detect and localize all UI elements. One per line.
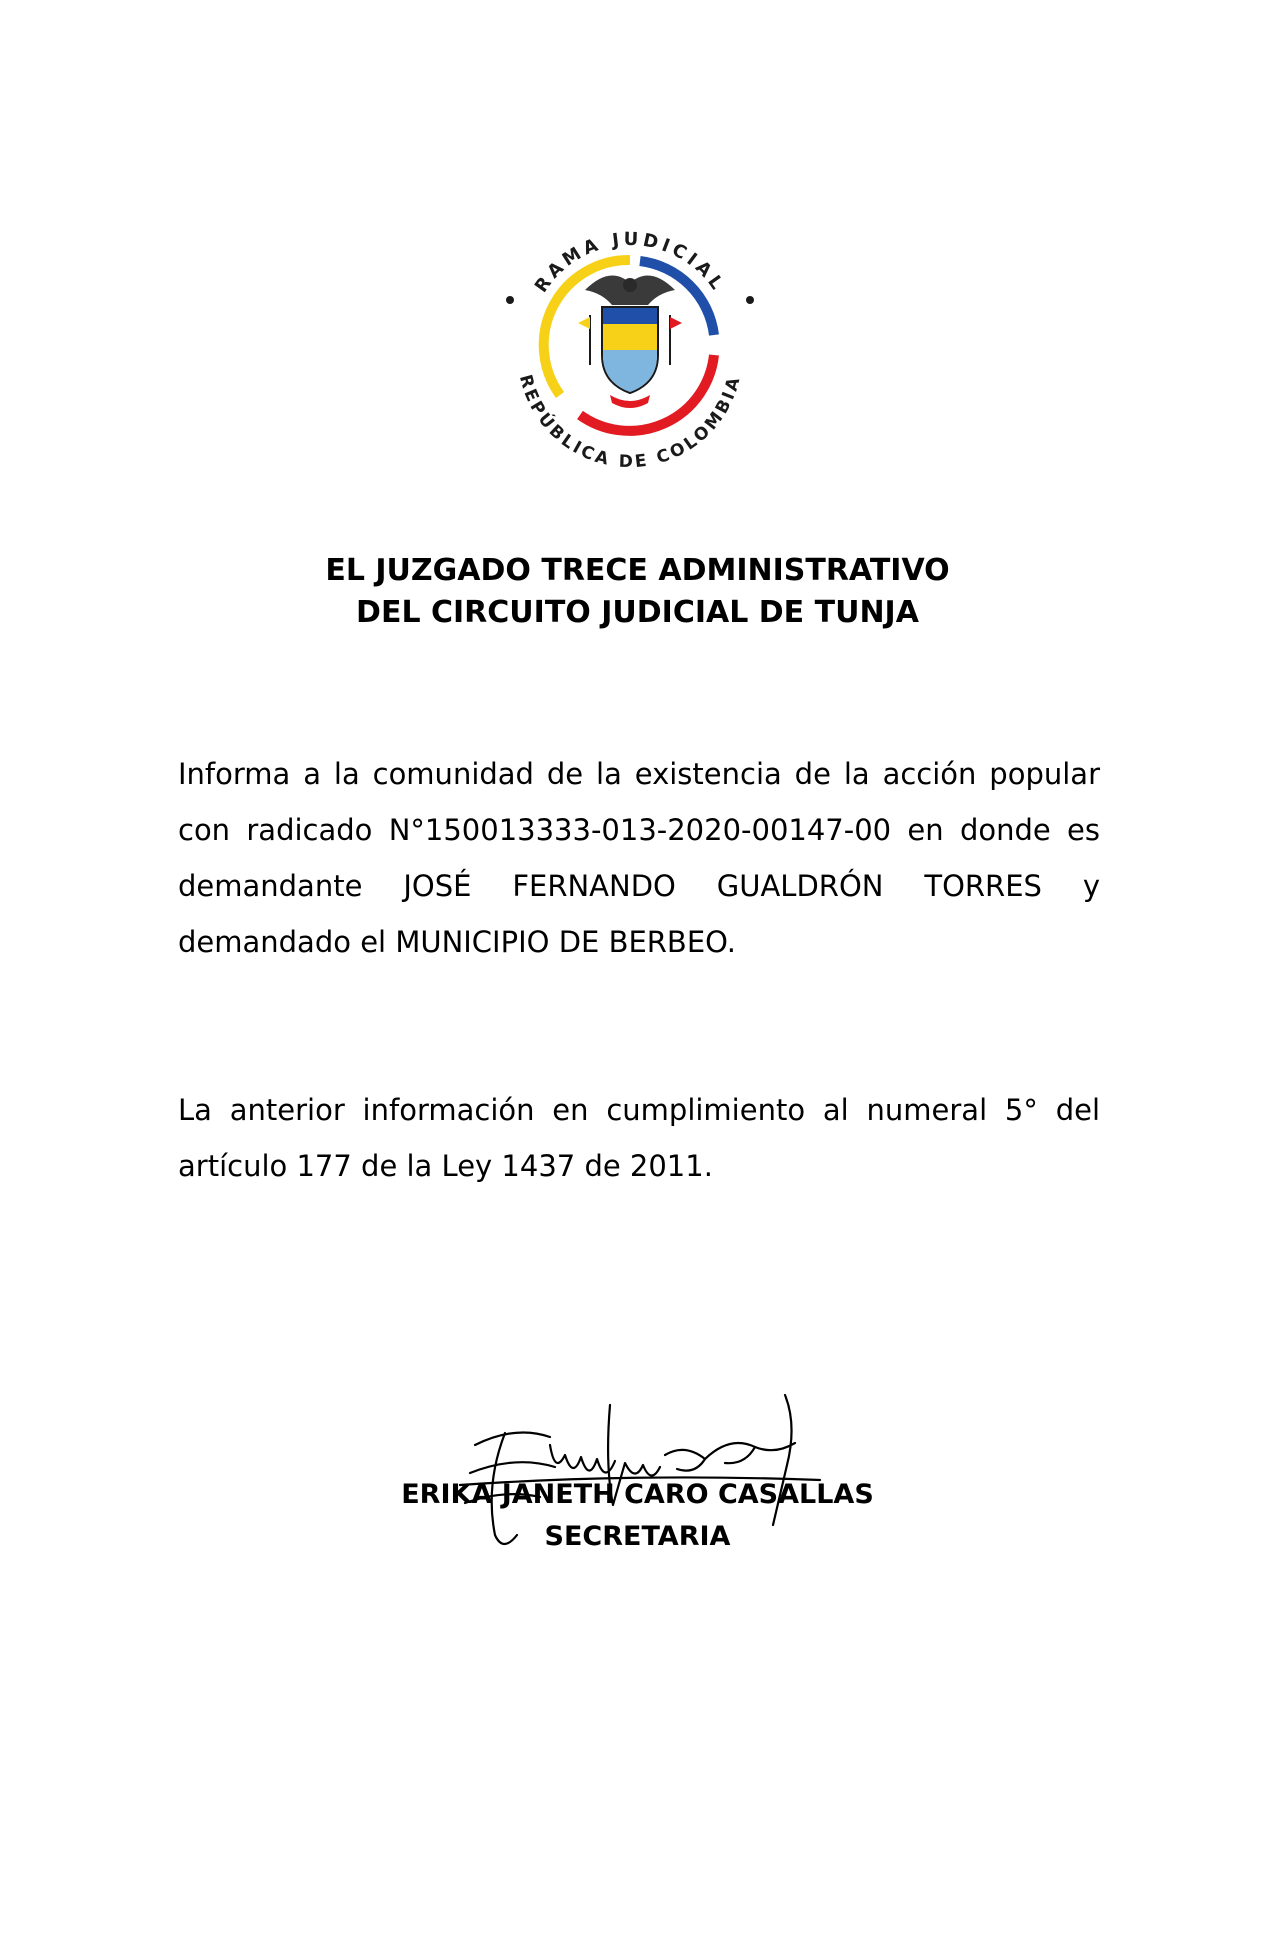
notice-paragraph: Informa a la comunidad de la existencia de la acción popular con radicado N°150013333-013-2020-00147-00 en donde es demandante JOSÉ FERNANDO GUALDRÓN TORRES y demandado el MUNICIPIO DE BERBEO. [178, 757, 1100, 959]
coat-of-arms-icon [578, 307, 682, 408]
court-heading [0, 550, 1275, 634]
heading-line-1: EL JUZGADO TRECE ADMINISTRATIVO [325, 553, 950, 588]
eagle-icon [585, 275, 675, 305]
signer-name: ERIKA JANETH CARO CASALLAS [401, 1479, 874, 1510]
legal-basis-paragraph: La anterior información en cumplimiento al numeral 5° del artículo 177 de la Ley 1437 de 2011. [178, 1093, 1100, 1183]
heading-line-2: DEL CIRCUITO JUDICIAL DE TUNJA [356, 595, 919, 630]
seal-bottom-text: REPÚBLICA DE COLOMBIA [514, 372, 746, 473]
seal-top-text: RAMA JUDICIAL [530, 228, 730, 297]
signer-title: SECRETARIA [544, 1521, 731, 1552]
signature-block [0, 1474, 1275, 1558]
rama-judicial-seal [490, 205, 770, 485]
